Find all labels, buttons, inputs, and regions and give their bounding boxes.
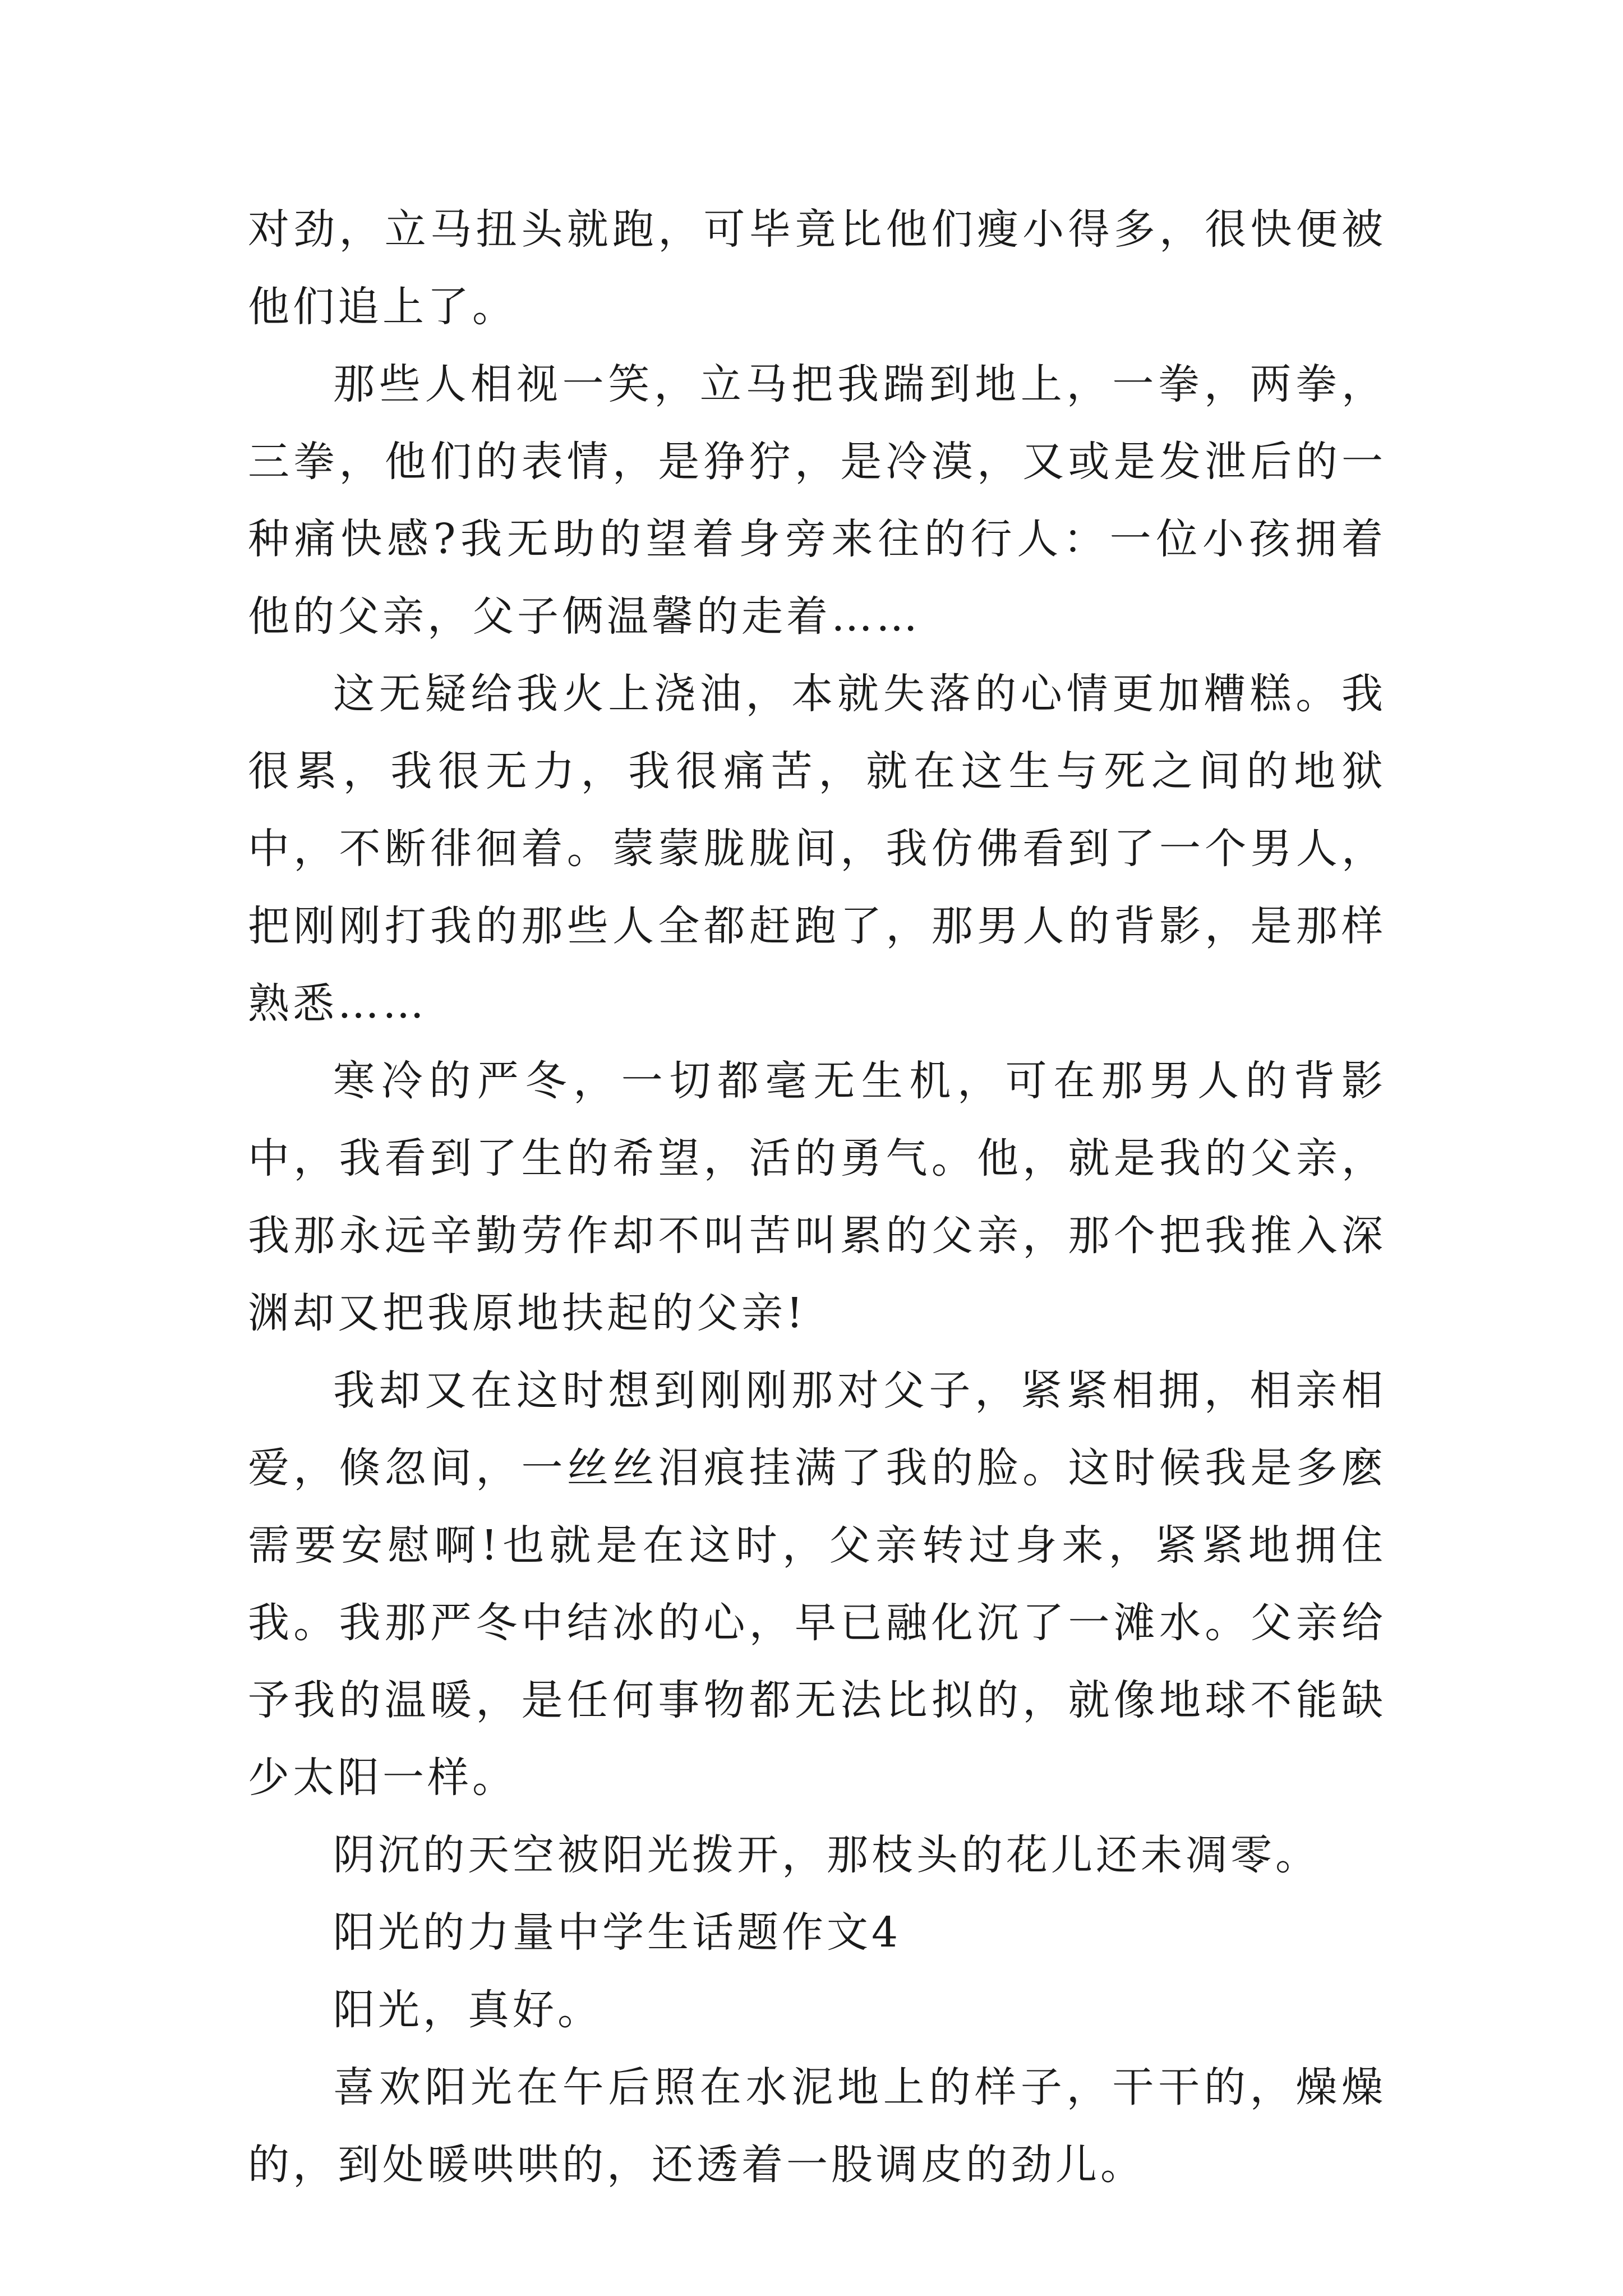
paragraph: 这无疑给我火上浇油，本就失落的心情更加糟糕。我很累，我很无力，我很痛苦，就在这生与死之间的地狱中，不断徘徊着。蒙蒙胧胧间，我仿佛看到了一个男人，把刚刚打我的那些人全都赶跑了，那男人的背影，是那样熟悉…… [248, 670, 1386, 1028]
paragraph: 那些人相视一笑，立马把我踹到地上，一拳，两拳，三拳，他们的表情，是狰狞，是冷漠，又或是发泄后的一种痛快感?我无助的望着身旁来往的行人：一位小孩拥着他的父亲，父子俩温馨的走着…… [248, 360, 1386, 641]
paragraph: 我却又在这时想到刚刚那对父子，紧紧相拥，相亲相爱，倏忽间，一丝丝泪痕挂满了我的脸。这时候我是多麽需要安慰啊!也就是在这时，父亲转过身来，紧紧地拥住我。我那严冬中结冰的心，早已融化沉了一滩水。父亲给予我的温暖，是任何事物都无法比拟的，就像地球不能缺少太阳一样。 [248, 1366, 1386, 1802]
essay-title: 阳光的力量中学生话题作文4 [333, 1908, 902, 1957]
paragraph: 阴沉的天空被阳光拨开，那枝头的花儿还未凋零。 [333, 1831, 1320, 1879]
paragraph: 寒冷的严冬，一切都毫无生机，可在那男人的背影中，我看到了生的希望，活的勇气。他，就是我的父亲，我那永远辛勤劳作却不叫苦叫累的父亲，那个把我推入深渊却又把我原地扶起的父亲! [248, 1057, 1386, 1337]
paragraph-continuation: 对劲，立马扭头就跑，可毕竟比他们瘦小得多，很快便被他们追上了。 [248, 205, 1386, 331]
paragraph: 阳光，真好。 [333, 1986, 602, 2034]
document-body [248, 191, 1386, 2203]
paragraph: 喜欢阳光在午后照在水泥地上的样子，干干的，燥燥的，到处暖哄哄的，还透着一股调皮的劲儿。 [248, 2063, 1386, 2189]
